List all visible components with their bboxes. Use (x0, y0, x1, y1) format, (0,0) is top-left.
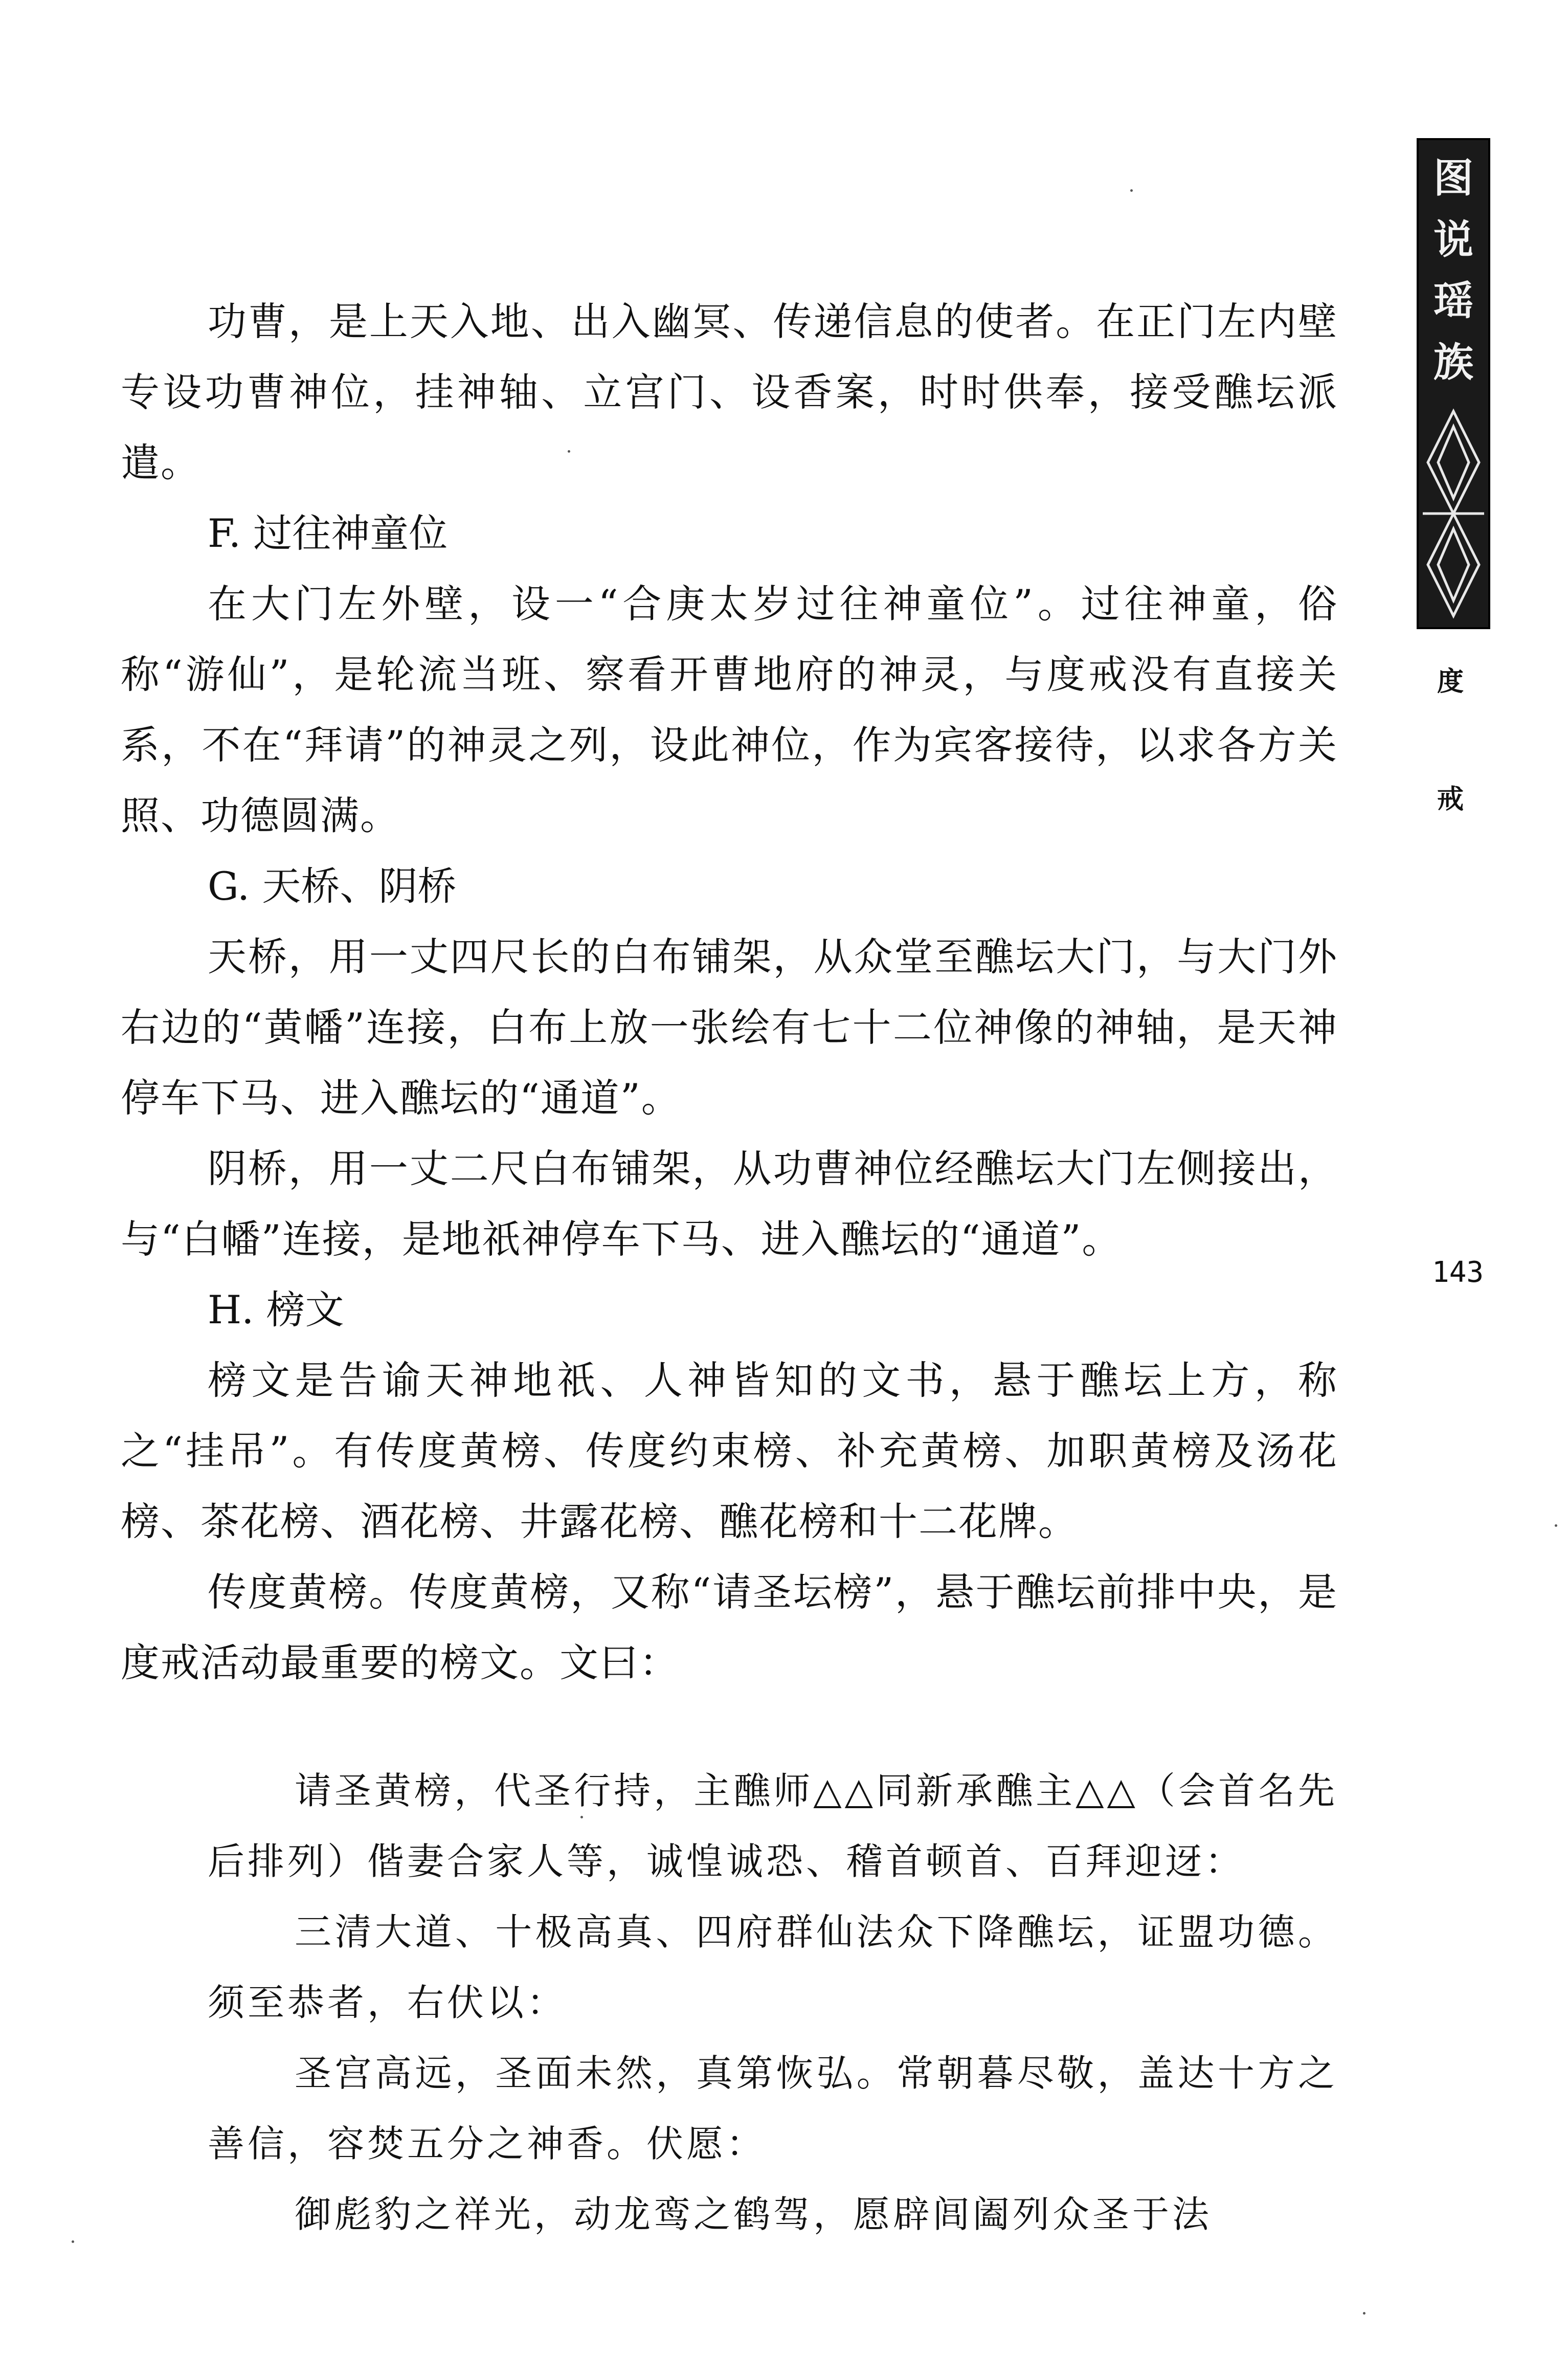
quote-paragraph: 三清大道、十极高真、四府群仙法众下降醮坛，证盟功德。须至恭者，右伏以： (208, 1910, 1338, 2024)
side-chapter-char: 度 (1437, 666, 1464, 697)
band-char: 族 (1433, 339, 1473, 386)
side-chapter-char: 戒 (1437, 784, 1464, 815)
paragraph-bangwen: 榜文是告谕天神地祇、人神皆知的文书，悬于醮坛上方，称之“挂吊”。有传度黄榜、传度约束榜、补充黄榜、加职黄榜及汤花榜、茶花榜、酒花榜、井露花榜、醮花榜和十二花牌。 (121, 1358, 1338, 1544)
paragraph-guowang-shentong: 在大门左外壁，设一“合庚太岁过往神童位”。过往神童，俗称“游仙”，是轮流当班、察看开曹地府的神灵，与度戒没有直接关系，不在“拜请”的神灵之列，设此神位，作为宾客接待，以求各方关照、功德圆满。 (121, 581, 1338, 838)
quote-paragraph: 御彪豹之祥光，动龙鸾之鹤驾，愿辟闾阖列众圣于法 (295, 2193, 1213, 2236)
heading-f: F. 过往神童位 (208, 510, 448, 556)
decorative-side-band (1417, 138, 1490, 629)
paragraph-yinqiao: 阴桥，用一丈二尺白布铺架，从功曹神位经醮坛大门左侧接出，与“白幡”连接，是地祇神停车下马、进入醮坛的“通道”。 (121, 1146, 1338, 1262)
speck (568, 450, 570, 453)
quoted-bangwen (121, 1755, 1338, 2250)
page-number: 143 (1432, 1256, 1484, 1289)
quote-paragraph: 圣宫高远，圣面未然，真第恢弘。常朝暮尽敬，盖达十方之善信，容焚五分之神香。伏愿： (208, 2052, 1338, 2165)
paragraph-gongcao: 功曹，是上天入地、出入幽冥、传递信息的使者。在正门左内壁专设功曹神位，挂神轴、立宫门、设香案，时时供奉，接受醮坛派遣。 (121, 299, 1338, 485)
diamond-pattern-icon (1423, 406, 1484, 621)
main-text (121, 286, 1338, 2250)
speck (1363, 2312, 1365, 2315)
band-title (1423, 144, 1484, 390)
heading-g: G. 天桥、阴桥 (208, 863, 457, 909)
speck (1555, 1524, 1557, 1527)
band-char: 说 (1433, 216, 1473, 263)
speck (72, 2240, 74, 2243)
heading-h: H. 榜文 (208, 1287, 344, 1332)
speck (1130, 189, 1133, 192)
paragraph-chuandu-huangbang: 传度黄榜。传度黄榜，又称“请圣坛榜”，悬于醮坛前排中央，是度戒活动最重要的榜文。文曰： (121, 1569, 1338, 1685)
band-char: 图 (1433, 155, 1473, 202)
band-char: 瑶 (1433, 278, 1473, 324)
paragraph-tianqiao: 天桥，用一丈四尺长的白布铺架，从众堂至醮坛大门，与大门外右边的“黄幡”连接，白布上放一张绘有七十二位神像的神轴，是天神停车下马、进入醮坛的“通道”。 (121, 934, 1338, 1121)
quote-paragraph: 请圣黄榜，代圣行持，主醮师△△同新承醮主△△（会首名先后排列）偕妻合家人等，诚惶诚恐、稽首顿首、百拜迎迓： (208, 1769, 1338, 1883)
speck (580, 1816, 583, 1818)
